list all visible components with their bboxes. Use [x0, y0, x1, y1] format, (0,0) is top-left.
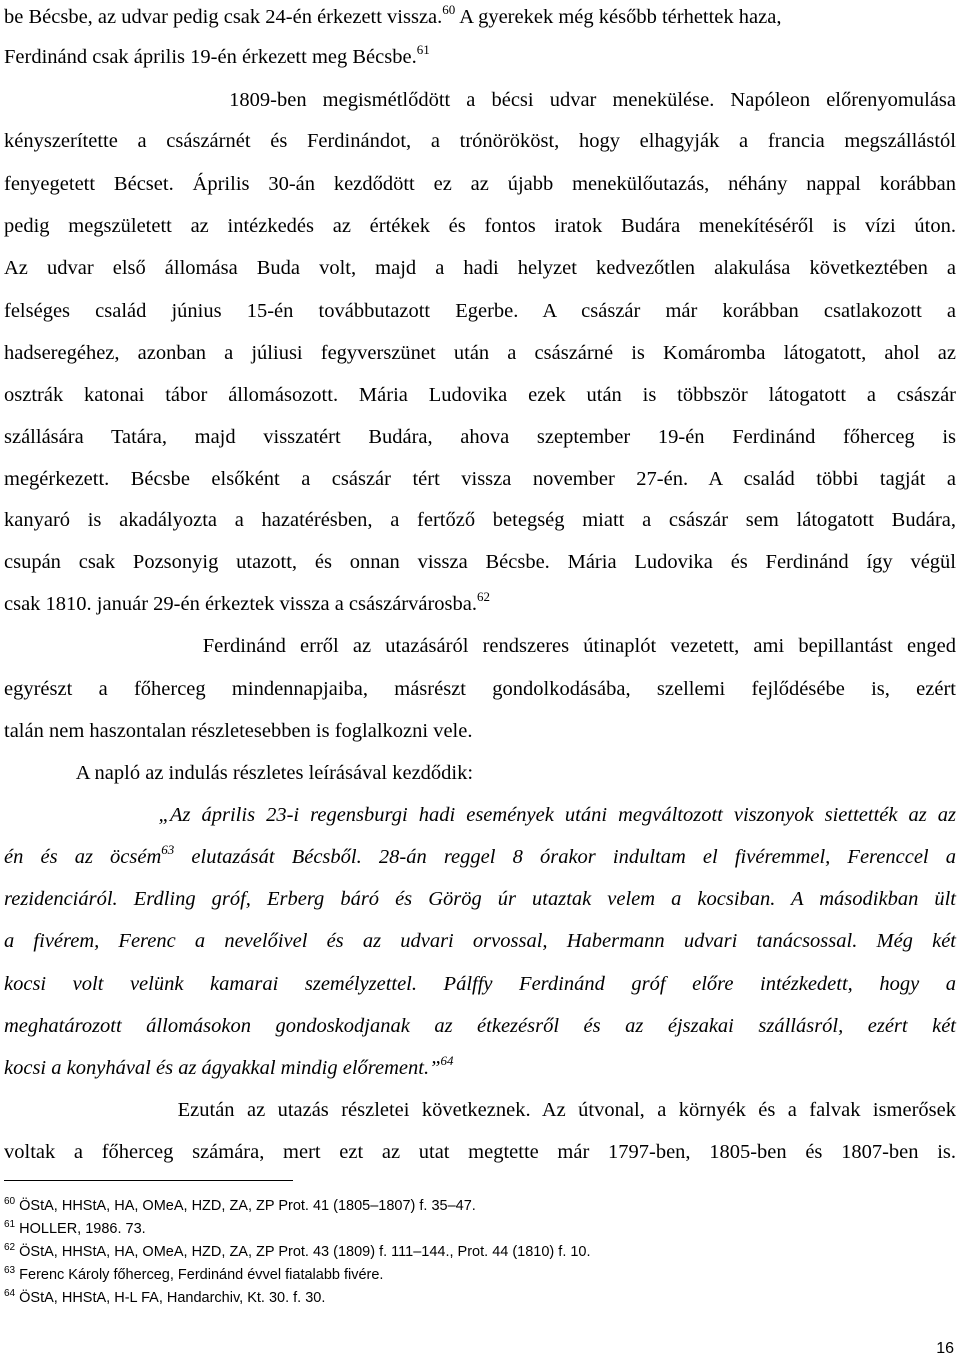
text-line: [4, 972, 956, 996]
footnote-text: ÖStA, HHStA, H-L FA, Handarchiv, Kt. 30. f. 30.: [15, 1290, 326, 1306]
text-segment: Ferdinánd erről az utazásáról rendszeres útinaplót vezetett, ami bepillantást enged: [4, 635, 956, 657]
footnote: [4, 1289, 325, 1307]
text-line: [4, 550, 956, 574]
footnote: [4, 1266, 383, 1284]
text-line: [4, 1014, 956, 1038]
text-line: [4, 299, 956, 323]
footnote-reference[interactable]: 60: [442, 2, 456, 17]
footnote-reference[interactable]: 63: [161, 842, 175, 857]
text-segment: osztrák katonai tábor állomásozott. Mária Ludovika ezek után is többször látogatott a császár: [4, 384, 956, 406]
text-segment: kocsi a konyhával és az ágyakkal mindig előrement.”: [4, 1057, 441, 1079]
text-segment: 1809-ben megismétlődött a bécsi udvar menekülése. Napóleon előrenyomulása: [4, 89, 956, 111]
text-segment: kényszerítette a császárnét és Ferdinándot, a trónörököst, hogy elhagyják a francia megszállástól: [4, 130, 956, 152]
footnote-reference[interactable]: 64: [440, 1053, 454, 1068]
text-line: [4, 467, 956, 491]
text-line: [4, 341, 956, 365]
page-number: 16: [936, 1340, 954, 1357]
text-segment: Ferdinánd csak április 19-én érkezett meg Bécsbe.: [4, 46, 417, 68]
text-segment: fenyegetett Bécset. Április 30-án kezdődött ez az újabb menekülőutazás, néhány nappal korábban: [4, 173, 956, 195]
text-line: [4, 1053, 956, 1080]
text-line: [4, 172, 956, 196]
footnote-number: 62: [4, 1242, 16, 1253]
text-segment: felséges család június 15-én továbbutazott Egerbe. A császár már korábban csatlakozott a: [4, 300, 956, 322]
text-segment: kanyaró is akadályozta a hazatérésben, a fertőző betegség miatt a császár sem látogatott Budára,: [4, 509, 956, 531]
text-segment: talán nem haszontalan részletesebben is foglalkozni vele.: [4, 720, 473, 742]
text-segment: Ezután az utazás részletei következnek. Az útvonal, a környék és a falvak ismerősek: [4, 1099, 956, 1121]
text-line: [4, 1098, 956, 1122]
text-segment: egyrészt a főherceg mindennapjaiba, másrészt gondolkodásába, szellemi fejlődésébe is, ezért: [4, 678, 956, 700]
footnote-text: ÖStA, HHStA, HA, OMeA, HZD, ZA, ZP Prot. 41 (1805–1807) f. 35–47.: [15, 1198, 476, 1214]
text-line: [4, 88, 956, 112]
footnote-number: 63: [4, 1265, 16, 1276]
text-line: [4, 425, 956, 449]
text-line: [4, 842, 956, 869]
text-line: [4, 129, 956, 153]
footnote-number: 61: [4, 1219, 16, 1230]
footnote-reference[interactable]: 62: [477, 589, 490, 604]
text-line: [4, 256, 956, 280]
text-line: [4, 677, 956, 701]
footnote-number: 64: [4, 1288, 16, 1299]
text-line: [4, 42, 956, 69]
footnote: [4, 1197, 476, 1215]
text-segment: elutazását Bécsből. 28-án reggel 8 órakor indultam el fivéremmel, Ferenccel a: [174, 846, 956, 868]
text-segment: hadseregéhez, azonban a júliusi fegyverszünet után a császárné is Komáromba látogatott, ahol az: [4, 342, 956, 364]
text-line: [4, 214, 956, 238]
footnote-number: 60: [4, 1196, 16, 1207]
text-line: [4, 761, 956, 785]
text-line: [4, 383, 956, 407]
text-segment: voltak a főherceg számára, mert ezt az utat megtette már 1797-ben, 1805-ben és 1807-ben is.: [4, 1141, 956, 1163]
text-line: [4, 634, 956, 658]
text-segment: „Az április 23-i regensburgi hadi események utáni megváltozott viszonyok siettették az az: [4, 804, 956, 826]
text-line: [4, 589, 956, 616]
footnote: [4, 1220, 146, 1238]
text-line: [4, 929, 956, 953]
text-line: [4, 2, 956, 29]
text-segment: meghatározott állomásokon gondoskodjanak az étkezésről és az éjszakai szállásról, ezért két: [4, 1015, 956, 1037]
text-segment: a fivérem, Ferenc a nevelőivel és az udvari orvossal, Habermann udvari tanácsossal. Még két: [4, 930, 956, 952]
text-segment: rezidenciáról. Erdling gróf, Erberg báró és Görög úr utaztak velem a kocsiban. A másodikban ült: [4, 888, 956, 910]
footnote-separator: [4, 1180, 293, 1181]
text-line: [4, 508, 956, 532]
text-segment: A napló az indulás részletes leírásával kezdődik:: [4, 762, 474, 784]
footnote-reference[interactable]: 61: [416, 42, 430, 57]
text-segment: én és az öcsém: [4, 846, 162, 868]
text-segment: megérkezett. Bécsbe elsőként a császár tért vissza november 27-én. A család többi tagját a: [4, 468, 956, 490]
text-line: [4, 803, 956, 827]
footnote-text: HOLLER, 1986. 73.: [15, 1221, 146, 1237]
text-segment: kocsi volt velünk kamarai személyzettel. Pálffy Ferdinánd gróf előre intézkedett, hogy a: [4, 973, 956, 995]
footnote: [4, 1243, 591, 1261]
text-segment: be Bécsbe, az udvar pedig csak 24-én érkezett vissza.: [4, 6, 443, 28]
text-segment: pedig megszületett az intézkedés az értékek és fontos iratok Budára menekítéséről is vízi úton.: [4, 215, 956, 237]
text-segment: Az udvar első állomása Buda volt, majd a hadi helyzet kedvezőtlen alakulása következtében a: [4, 257, 956, 279]
text-line: [4, 719, 956, 743]
text-line: [4, 1140, 956, 1164]
text-segment: csak 1810. január 29-én érkeztek vissza a császárvárosba.: [4, 593, 477, 615]
text-segment: szállására Tatára, majd visszatért Budára, ahova szeptember 19-én Ferdinánd főherceg is: [4, 426, 956, 448]
text-segment: csupán csak Pozsonyig utazott, és onnan vissza Bécsbe. Mária Ludovika és Ferdinánd így végül: [4, 551, 956, 573]
footnote-text: ÖStA, HHStA, HA, OMeA, HZD, ZA, ZP Prot. 43 (1809) f. 111–144., Prot. 44 (1810) f. 10.: [15, 1244, 591, 1260]
text-segment: A gyerekek még később térhettek haza,: [455, 6, 782, 28]
footnote-text: Ferenc Károly főherceg, Ferdinánd évvel fiatalabb fivére.: [15, 1267, 384, 1283]
text-line: [4, 887, 956, 911]
